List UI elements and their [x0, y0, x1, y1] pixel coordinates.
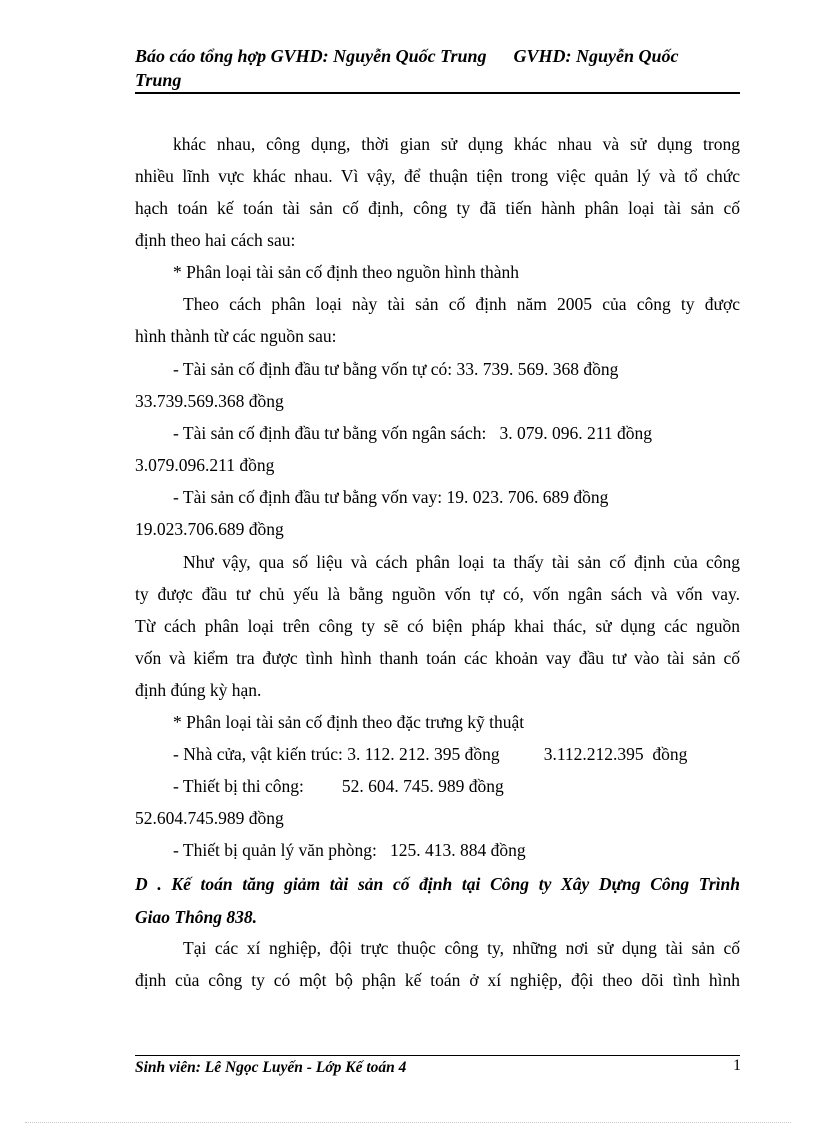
paragraph-line: Tại các xí nghiệp, đội trực thuộc công ty, những nơi sử dụng tài sản cố — [183, 938, 740, 958]
footer-divider — [135, 1055, 740, 1056]
paragraph-line: định của công ty có một bộ phận kế toán ở xí nghiệp, đội theo dõi tình hình — [135, 970, 740, 990]
list-item-value: 33.739.569.368 đồng — [135, 391, 284, 411]
list-item: - Thiết bị quản lý văn phòng: 125. 413. 884 đồng — [173, 840, 526, 860]
section-title-line: Giao Thông 838. — [135, 907, 258, 927]
page-number: 1 — [733, 1057, 741, 1074]
page-header — [135, 44, 740, 92]
paragraph-line: hạch toán kế toán tài sản cố định, công ty đã tiến hành phân loại tài sản cố — [135, 198, 740, 218]
paragraph-line: Như vậy, qua số liệu và cách phân loại ta thấy tài sản cố định của công — [183, 552, 740, 572]
paragraph-line: nhiều lĩnh vực khác nhau. Vì vậy, để thuận tiện trong việc quản lý và tổ chức — [135, 166, 740, 186]
list-item: - Tài sản cố định đầu tư bằng vốn vay: 19. 023. 706. 689 đồng — [173, 487, 609, 507]
header-title-line-1: Báo cáo tổng hợp GVHD: Nguyễn Quốc Trung GVHD: Nguyễn Quốc — [135, 46, 679, 66]
list-item-value: 52.604.745.989 đồng — [135, 808, 284, 828]
section-title-line: D . Kế toán tăng giảm tài sản cố định tại Công ty Xây Dựng Công Trình — [135, 874, 740, 894]
list-item-value: 52. 604. 745. 989 đồng — [341, 776, 504, 796]
footer-student: Sinh viên: Lê Ngọc Luyến - Lớp Kế toán 4 — [135, 1059, 407, 1076]
paragraph-line: định theo hai cách sau: — [135, 230, 296, 250]
paragraph-line: định đúng kỳ hạn. — [135, 680, 262, 700]
list-item-value: 3.112.212.395 đồng — [543, 744, 688, 764]
section-heading-source: * Phân loại tài sản cố định theo nguồn hình thành — [173, 262, 520, 282]
list-item: - Tài sản cố định đầu tư bằng vốn ngân sách: 3. 079. 096. 211 đồng — [173, 423, 652, 443]
paragraph-line: vốn và kiểm tra được tình hình thanh toán các khoản vay đầu tư vào tài sản cố — [135, 648, 740, 668]
header-divider — [135, 92, 740, 94]
list-item — [173, 742, 740, 766]
header-title-line-2: Trung — [135, 70, 182, 90]
paragraph-line: Từ cách phân loại trên công ty sẽ có biện pháp khai thác, sử dụng các nguồn — [135, 616, 740, 636]
list-item: - Tài sản cố định đầu tư bằng vốn tự có: 33. 739. 569. 368 đồng — [173, 359, 619, 379]
list-item-value: 19.023.706.689 đồng — [135, 519, 284, 539]
paragraph-line: khác nhau, công dụng, thời gian sử dụng khác nhau và sử dụng trong — [173, 134, 740, 154]
list-item — [173, 774, 740, 798]
section-heading-technical: * Phân loại tài sản cố định theo đặc trưng kỹ thuật — [173, 712, 525, 732]
list-item-label: - Thiết bị thi công: — [173, 776, 304, 796]
paragraph-line: ty được đầu tư chủ yếu là bằng nguồn vốn tự có, vốn ngân sách và vốn vay. — [135, 584, 740, 604]
paragraph-line: hình thành từ các nguồn sau: — [135, 326, 337, 346]
list-item-text: - Nhà cửa, vật kiến trúc: 3. 112. 212. 395 đồng — [173, 744, 500, 764]
list-item-value: 3.079.096.211 đồng — [135, 455, 275, 475]
paragraph-line: Theo cách phân loại này tài sản cố định năm 2005 của công ty được — [183, 294, 740, 314]
